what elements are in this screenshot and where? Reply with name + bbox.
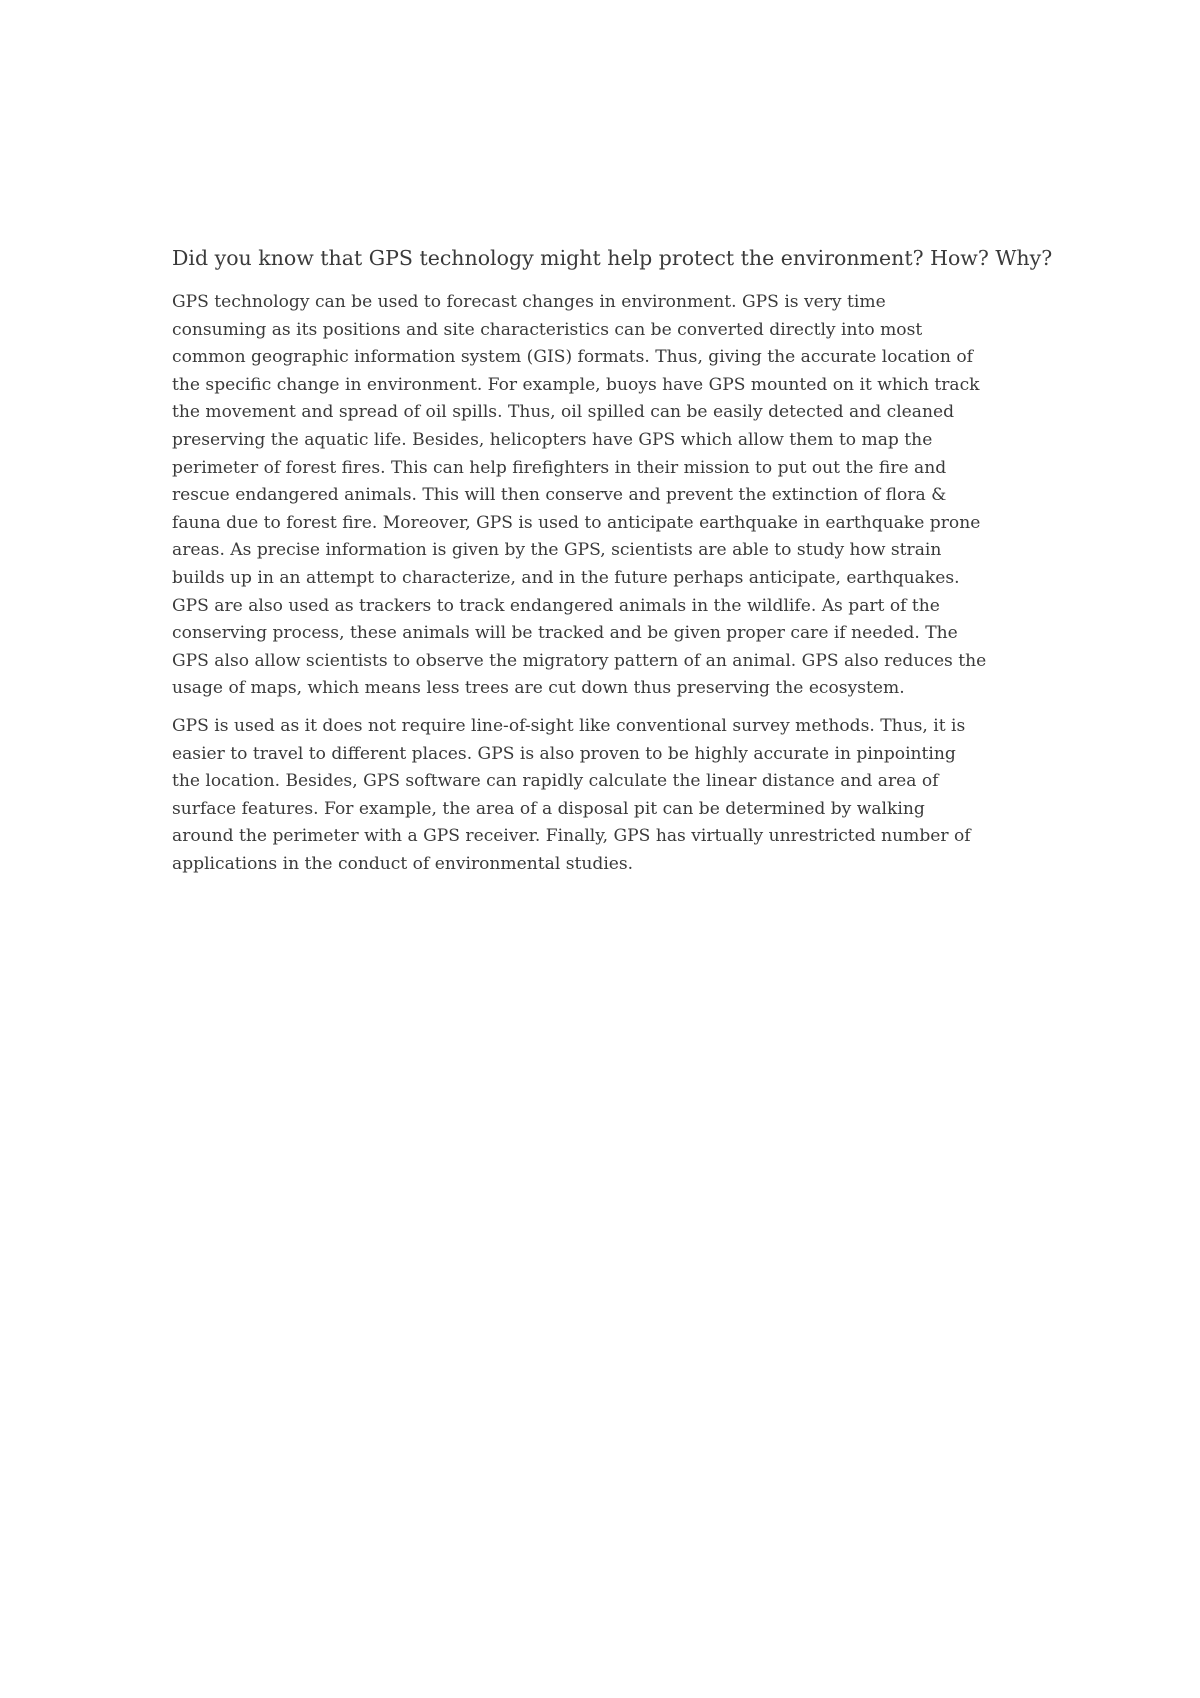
document-body xyxy=(172,241,1053,888)
paragraph-1 xyxy=(172,289,1042,703)
paragraph-line: easier to travel to different places. GPS is also proven to be highly accurate in pinpointing xyxy=(172,743,956,764)
paragraph-line: the movement and spread of oil spills. Thus, oil spilled can be easily detected and cleaned xyxy=(172,402,955,423)
paragraph-line: applications in the conduct of environmental studies. xyxy=(172,853,634,874)
paragraph-line: builds up in an attempt to characterize, and in the future perhaps anticipate, earthquakes. xyxy=(172,567,960,588)
paragraph-line: GPS also allow scientists to observe the migratory pattern of an animal. GPS also reduces the xyxy=(172,650,987,671)
paragraph-line: conserving process, these animals will be tracked and be given proper care if needed. The xyxy=(172,623,958,644)
paragraph-line: areas. As precise information is given by the GPS, scientists are able to study how strain xyxy=(172,540,942,561)
paragraph-line: surface features. For example, the area of a disposal pit can be determined by walking xyxy=(172,798,925,819)
paragraph-line: GPS is used as it does not require line-of-sight like conventional survey methods. Thus, it is xyxy=(172,715,966,736)
paragraph-line: consuming as its positions and site characteristics can be converted directly into most xyxy=(172,319,923,340)
paragraph-line: the location. Besides, GPS software can rapidly calculate the linear distance and area of xyxy=(172,771,939,792)
paragraph-line: GPS technology can be used to forecast changes in environment. GPS is very time xyxy=(172,292,886,312)
paragraph-line: GPS are also used as trackers to track endangered animals in the wildlife. As part of the xyxy=(172,595,940,616)
paragraph-line: preserving the aquatic life. Besides, helicopters have GPS which allow them to map the xyxy=(172,429,933,450)
paragraph-line: usage of maps, which means less trees are cut down thus preserving the ecosystem. xyxy=(172,678,905,699)
paragraph-line: around the perimeter with a GPS receiver. Finally, GPS has virtually unrestricted number of xyxy=(172,826,971,847)
paragraph-line: rescue endangered animals. This will then conserve and prevent the extinction of flora & xyxy=(172,485,947,506)
paragraph-2 xyxy=(172,713,1042,879)
paragraph-line: the specific change in environment. For example, buoys have GPS mounted on it which track xyxy=(172,374,980,395)
paragraph-line: fauna due to forest fire. Moreover, GPS is used to anticipate earthquake in earthquake prone xyxy=(172,512,981,533)
document-heading: Did you know that GPS technology might help protect the environment? How? Why? xyxy=(172,246,1053,270)
paragraph-line: perimeter of forest fires. This can help firefighters in their mission to put out the fire and xyxy=(172,457,947,478)
paragraph-line: common geographic information system (GIS) formats. Thus, giving the accurate location of xyxy=(172,347,973,368)
